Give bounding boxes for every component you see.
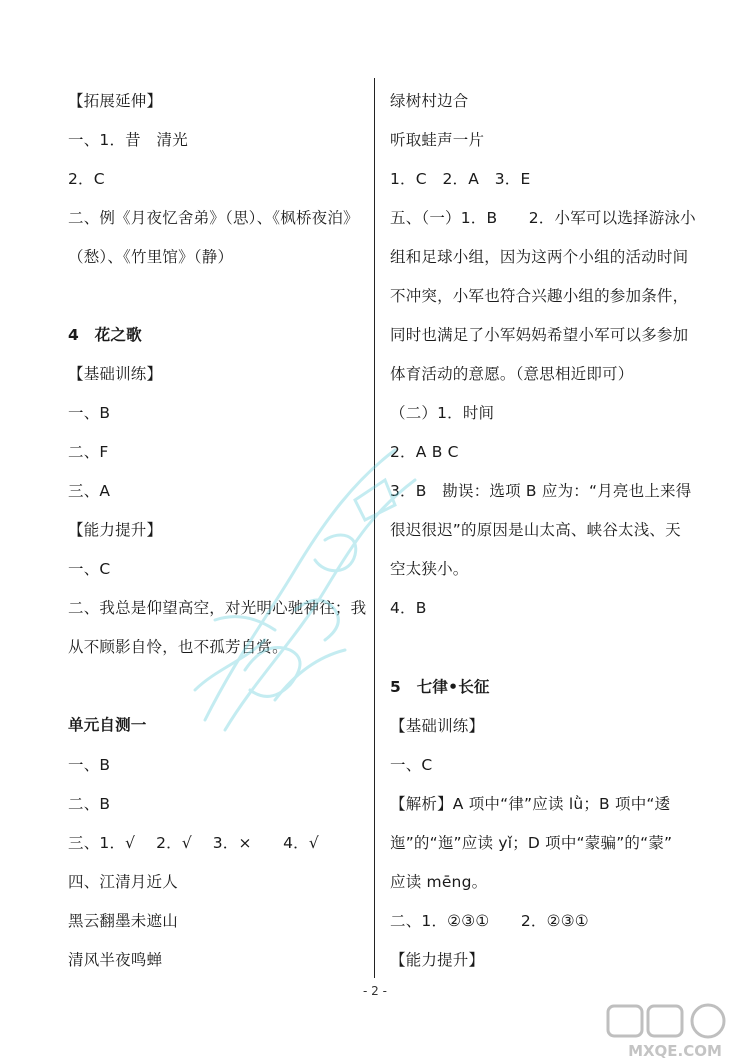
watermark-graphic [175, 420, 435, 750]
left-line: 一、B [68, 404, 111, 422]
left-line: 二、我总是仰望高空，对光明心驰神往；我 [68, 599, 367, 617]
left-line: 从不顾影自怜，也不孤芳自赏。 [68, 638, 288, 656]
right-line: 应读 mēng。 [390, 873, 488, 891]
left-line: 一、C [68, 560, 111, 578]
left-line: 4 花之歌 [68, 326, 142, 344]
right-line: 4．B [390, 599, 427, 617]
right-line: 迤”的“迤”应读 yǐ；D 项中“蒙骗”的“蒙” [390, 834, 673, 852]
left-line: 一、1．昔 清光 [68, 131, 188, 149]
right-line: 【基础训练】 [390, 717, 485, 735]
left-line: 【基础训练】 [68, 365, 163, 383]
left-line: 清风半夜鸣蝉 [68, 951, 163, 969]
right-line: 【解析】A 项中“律”应读 lǜ；B 项中“逶 [390, 795, 671, 813]
right-line: 组和足球小组，因为这两个小组的活动时间 [390, 248, 689, 266]
right-line: 5 七律•长征 [390, 678, 490, 696]
left-line: 黑云翻墨未遮山 [68, 912, 178, 930]
left-line: 【能力提升】 [68, 521, 163, 539]
left-line: 二、例《月夜忆舍弟》（思）、《枫桥夜泊》 [68, 209, 359, 227]
left-line: 一、B [68, 756, 111, 774]
left-line: 三、A [68, 482, 111, 500]
right-line: 绿树村边合 [390, 92, 469, 110]
right-line: 同时也满足了小军妈妈希望小军可以多参加 [390, 326, 689, 344]
right-line: （二）1．时间 [390, 404, 495, 422]
site-logo [600, 1000, 750, 1061]
left-line: 二、B [68, 795, 111, 813]
right-line: 二、1．②③① 2．②③① [390, 912, 589, 930]
page-number: - 2 - [363, 984, 387, 998]
column-divider [374, 78, 375, 978]
right-line: 体育活动的意愿。（意思相近即可） [390, 365, 634, 383]
left-line: 三、1．√ 2．√ 3．× 4．√ [68, 834, 319, 852]
left-line: （愁）、《竹里馆》（静） [68, 248, 234, 266]
right-line: 很迟很迟”的原因是山太高、峡谷太浅、天 [390, 521, 681, 539]
right-line: 一、C [390, 756, 433, 774]
right-line: 1．C 2．A 3．E [390, 170, 531, 188]
right-line: 五、（一）1．B 2．小军可以选择游泳小 [390, 209, 696, 227]
right-line: 2．A B C [390, 443, 459, 461]
right-line: 空太狭小。 [390, 560, 469, 578]
right-line: 不冲突，小军也符合兴趣小组的参加条件， [390, 287, 689, 305]
left-line: 四、江清月近人 [68, 873, 178, 891]
right-line: 听取蛙声一片 [390, 131, 485, 149]
left-line: 单元自测一 [68, 716, 147, 734]
right-line: 【能力提升】 [390, 951, 485, 969]
logo-text: MXQE.COM [628, 1042, 722, 1060]
left-line: 二、F [68, 443, 109, 461]
left-line: 2．C [68, 170, 105, 188]
right-line: 3．B 勘误：选项 B 应为：“月亮也上来得 [390, 482, 692, 500]
left-line: 【拓展延伸】 [68, 92, 163, 110]
